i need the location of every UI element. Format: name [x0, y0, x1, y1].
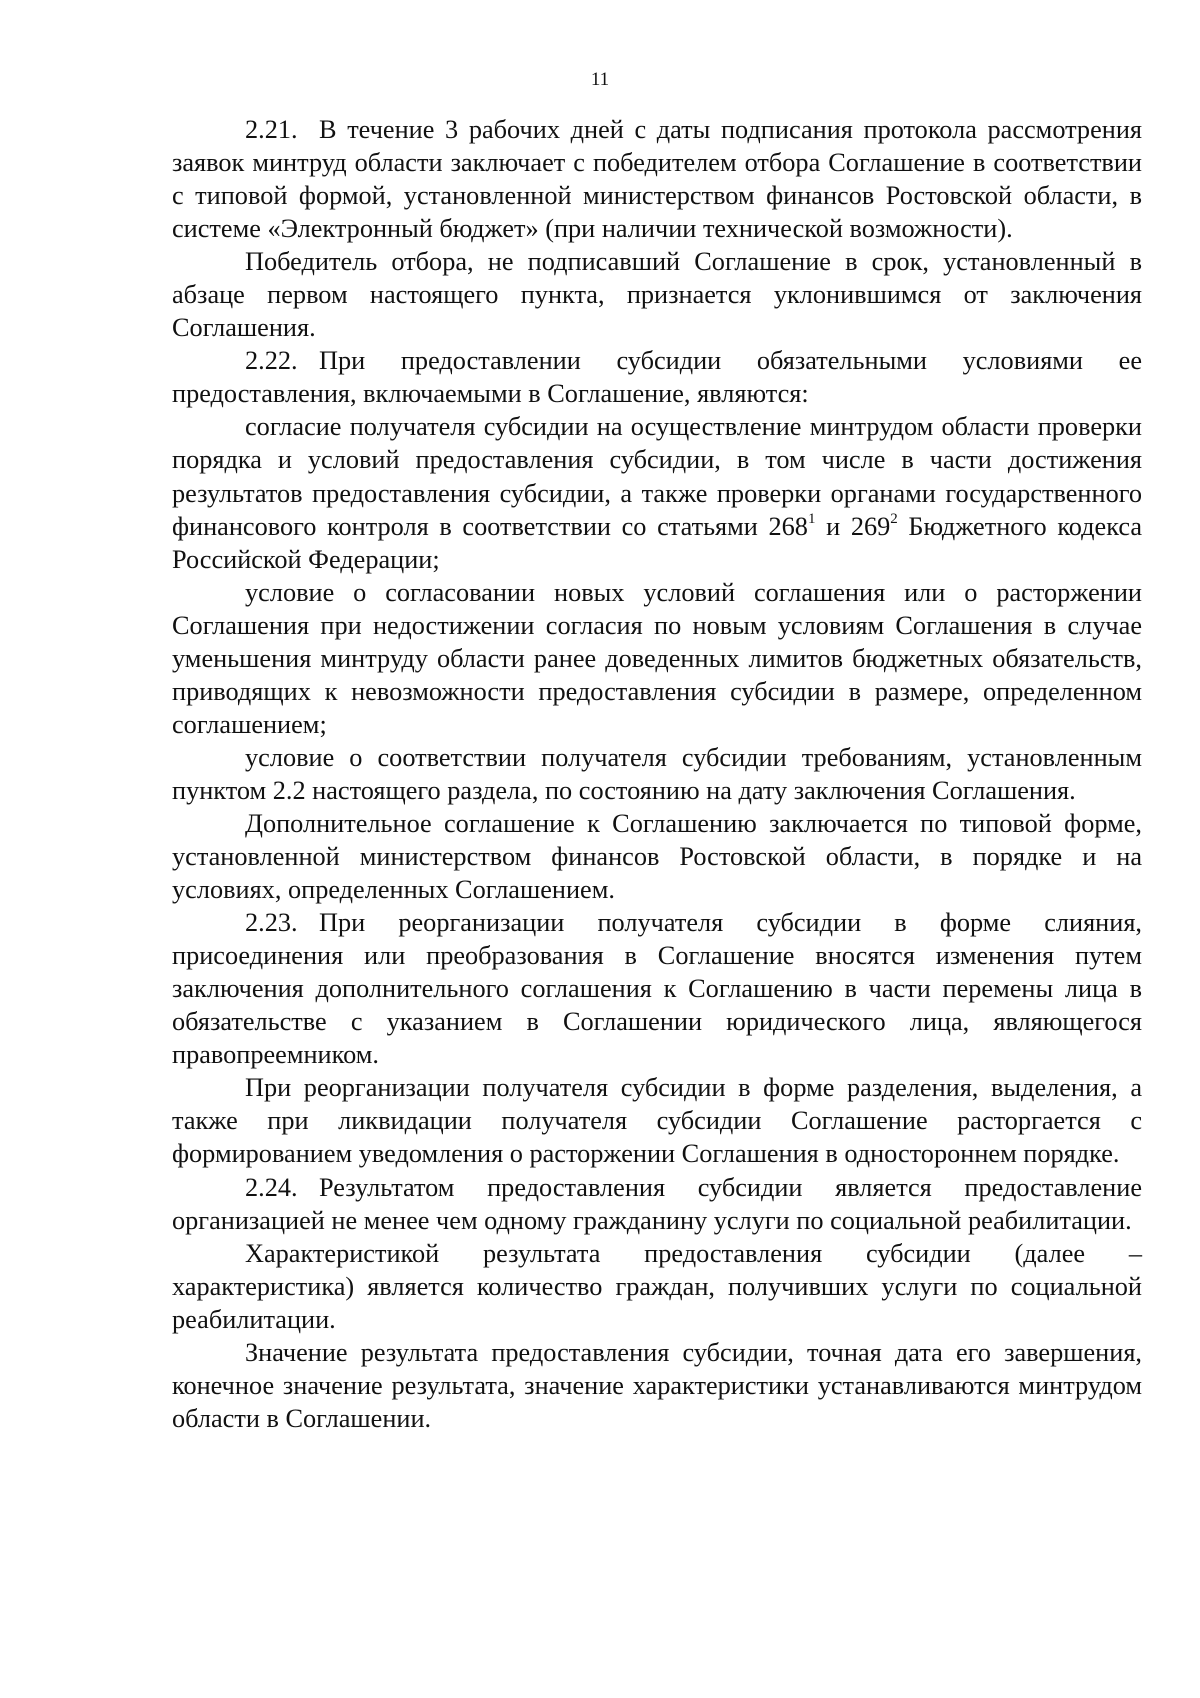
paragraph: условие о согласовании новых условий соглашения или о расторжении Соглашения при недостижении согласия по новым условиям Соглашения в случае уменьшения минтруду области ранее доведенных лимитов бюджетных обязательств, приводящих к невозможности предоставления субсидии в размере, определенном соглашением;: [172, 577, 1142, 739]
page-number: 11: [590, 69, 610, 90]
paragraph-text: Бюджетного кодекса Российской Федерации;: [172, 511, 1143, 574]
paragraph-text: При предоставлении субсидии обязательными условиями ее предоставления, включаемыми в Соглашение, являются:: [172, 346, 1142, 409]
paragraph-text: согласие получателя субсидии на осуществление минтрудом области проверки порядка и условий предоставления субсидии, в том числе в части достижения результатов предоставления субсидии, а также проверки органами государственного финансового контроля в соответствии со статьями 268: [172, 412, 1142, 541]
document-body: [172, 113, 1142, 1435]
paragraph-text: При реорганизации получателя субсидии в форме слияния, присоединения или преобразования в Соглашение вносятся изменения путем заключения дополнительного соглашения к Соглашению в части перемены лица в обязательстве с указанием в Соглашении юридического лица, являющегося правопреемником.: [172, 908, 1142, 1070]
paragraph: Значение результата предоставления субсидии, точная дата его завершения, конечное значение результата, значение характеристики устанавливаются минтрудом области в Соглашении.: [172, 1337, 1142, 1433]
superscript: 1: [807, 510, 816, 527]
clause-number: 2.24.: [245, 1172, 298, 1202]
clause-number: 2.21.: [245, 115, 298, 144]
clause-number: 2.22.: [245, 346, 298, 376]
paragraph-2-21: [172, 113, 1142, 245]
clause-number: 2.23.: [245, 908, 298, 938]
paragraph-2-23: [172, 906, 1142, 1071]
paragraph-2-24: [172, 1171, 1142, 1237]
paragraph-2-22: [172, 344, 1142, 410]
paragraph-text: В течение 3 рабочих дней с даты подписания протокола рассмотрения заявок минтруд области заключает с победителем отбора Соглашение в соответствии с типовой формой, установленной министерством финансов Ростовской области, в системе «Электронный бюджет» (при наличии технической возможности).: [172, 115, 1142, 244]
superscript: 2: [890, 510, 898, 527]
paragraph-text: Результатом предоставления субсидии является предоставление организацией не менее чем одному гражданину услуги по социальной реабилитации.: [172, 1172, 1142, 1235]
paragraph: Победитель отбора, не подписавший Соглашение в срок, установленный в абзаце первом настоящего пункта, признается уклонившимся от заключения Соглашения.: [172, 247, 1142, 343]
paragraph-with-footnotes: [172, 410, 1142, 575]
paragraph: Характеристикой результата предоставления субсидии (далее – характеристика) является количество граждан, получивших услуги по социальной реабилитации.: [172, 1238, 1142, 1334]
paragraph: Дополнительное соглашение к Соглашению заключается по типовой форме, установленной министерством финансов Ростовской области, в порядке и на условиях, определенных Соглашением.: [172, 808, 1142, 905]
paragraph: условие о соответствии получателя субсидии требованиям, установленным пунктом 2.2 настоящего раздела, по состоянию на дату заключения Соглашения.: [172, 742, 1142, 805]
paragraph-text: и 269: [815, 511, 891, 541]
paragraph: При реорганизации получателя субсидии в форме разделения, выделения, а также при ликвидации получателя субсидии Соглашение расторгается с формированием уведомления о расторжении Соглашения в одностороннем порядке.: [172, 1073, 1142, 1169]
